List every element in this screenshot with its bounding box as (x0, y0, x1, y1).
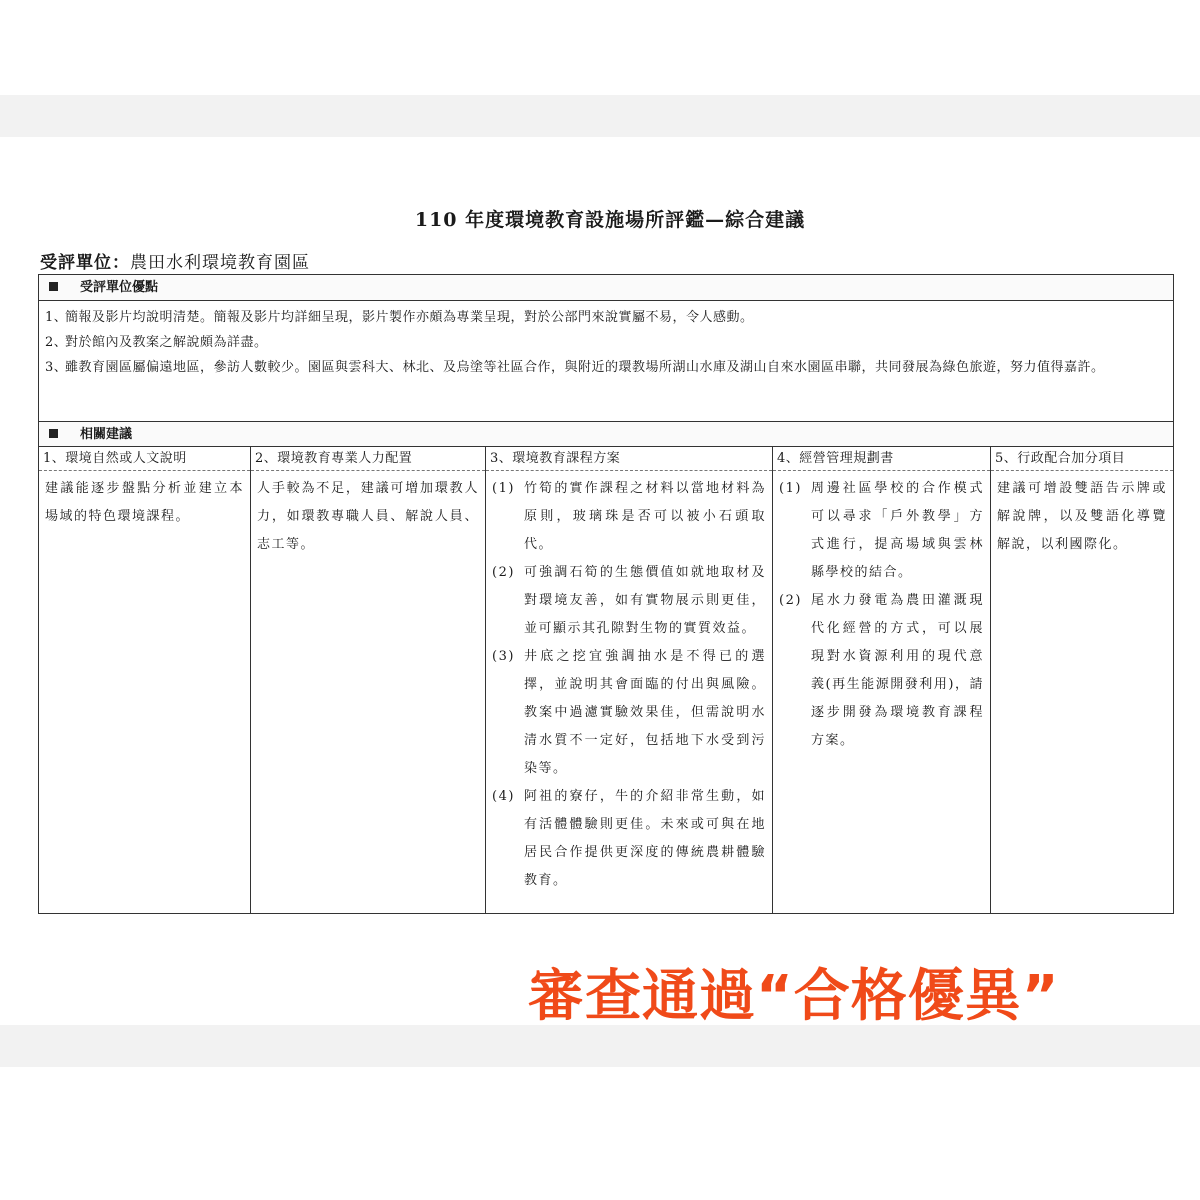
suggestion-item (492, 783, 766, 895)
column-body (251, 471, 485, 559)
merits-list (45, 305, 1169, 380)
suggestion-number: (3) (492, 649, 515, 664)
merit-text: 對於館內及教案之解說頗為詳盡。 (65, 335, 268, 350)
suggestion-text: 人手較為不足，建議可增加環教人力，如環教專職人員、解說人員、志工等。 (257, 481, 479, 552)
suggestion-text: 建議可增設雙語告示牌或解說牌，以及雙語化導覽解說，以利國際化。 (997, 481, 1167, 552)
suggestion-item (997, 475, 1167, 559)
suggestion-column-2 (251, 447, 486, 913)
suggestion-text: 可強調石筍的生態價值如就地取材及對環境友善，如有實物展示則更佳，並可顯示其孔隙對生物的實質效益。 (524, 565, 766, 636)
evaluation-table (38, 274, 1174, 914)
suggestion-text: 周邊社區學校的合作模式可以尋求「戶外教學」方式進行，提高場域與雲林縣學校的結合。 (811, 481, 984, 580)
merit-text: 雖教育園區屬偏遠地區，參訪人數較少。園區與雲科大、林北、及烏塗等社區合作，與附近的環教場所湖山水庫及湖山自來水園區串聯，共同發展為綠色旅遊，努力值得嘉許。 (65, 360, 1105, 375)
column-body (991, 471, 1173, 559)
unit-name: 農田水利環境教育園區 (130, 253, 310, 273)
column-header: 2、環境教育專業人力配置 (251, 447, 485, 471)
suggestion-column-3 (486, 447, 773, 913)
column-header: 5、行政配合加分項目 (991, 447, 1173, 471)
suggestions-heading-label: 相關建議 (80, 427, 133, 442)
merit-item (45, 355, 1169, 380)
suggestion-item (492, 559, 766, 643)
column-header: 3、環境教育課程方案 (486, 447, 772, 471)
merit-number: 3、 (45, 360, 68, 375)
suggestions-columns (39, 447, 1173, 913)
suggestion-item (45, 475, 244, 531)
suggestion-text: 建議能逐步盤點分析並建立本場域的特色環境課程。 (45, 481, 244, 524)
unit-label: 受評單位： (40, 253, 130, 273)
evaluated-unit-line (40, 248, 310, 273)
suggestion-number: (1) (779, 481, 802, 496)
merit-item (45, 305, 1169, 330)
merit-number: 1、 (45, 310, 68, 325)
column-header: 1、環境自然或人文說明 (39, 447, 250, 471)
suggestion-number: (2) (492, 565, 515, 580)
document-title: 110 年度環境教育設施場所評鑑—綜合建議 (414, 209, 806, 231)
merits-heading-label: 受評單位優點 (80, 280, 159, 295)
column-body (773, 471, 990, 755)
square-bullet-icon (49, 282, 58, 291)
suggestion-item (779, 587, 984, 755)
suggestion-column-1 (39, 447, 251, 913)
suggestion-item (492, 643, 766, 783)
suggestion-number: (4) (492, 789, 515, 804)
suggestion-number: (2) (779, 593, 802, 608)
suggestion-column-4 (773, 447, 991, 913)
column-body (486, 471, 772, 895)
suggestion-item (492, 475, 766, 559)
approval-stamp-text: 審查通過“合格優異” (528, 964, 1060, 1029)
top-gray-band (0, 95, 1200, 137)
suggestion-item (779, 475, 984, 587)
suggestions-heading (39, 421, 1173, 447)
suggestion-number: (1) (492, 481, 515, 496)
square-bullet-icon (49, 429, 58, 438)
column-header: 4、經營管理規劃書 (773, 447, 990, 471)
column-body (39, 471, 250, 531)
merit-number: 2、 (45, 335, 68, 350)
merits-heading (39, 275, 1173, 301)
suggestion-text: 井底之挖宜強調抽水是不得已的選擇，並說明其會面臨的付出與風險。教案中過濾實驗效果佳，但需說明水清水質不一定好，包括地下水受到污染等。 (524, 649, 766, 776)
merit-item (45, 330, 1169, 355)
suggestion-text: 阿祖的寮仔，牛的介紹非常生動，如有活體體驗則更佳。未來或可與在地居民合作提供更深度的傳統農耕體驗教育。 (524, 789, 766, 888)
suggestion-column-5 (991, 447, 1173, 913)
suggestion-text: 尾水力發電為農田灌溉現代化經營的方式，可以展現對水資源利用的現代意義(再生能源開發利用)，請逐步開發為環境教育課程方案。 (811, 593, 984, 748)
merit-text: 簡報及影片均說明清楚。簡報及影片均詳細呈現，影片製作亦頗為專業呈現，對於公部門來說實屬不易，令人感動。 (65, 310, 754, 325)
suggestion-text: 竹筍的實作課程之材料以當地材料為原則，玻璃珠是否可以被小石頭取代。 (524, 481, 766, 552)
suggestion-item (257, 475, 479, 559)
